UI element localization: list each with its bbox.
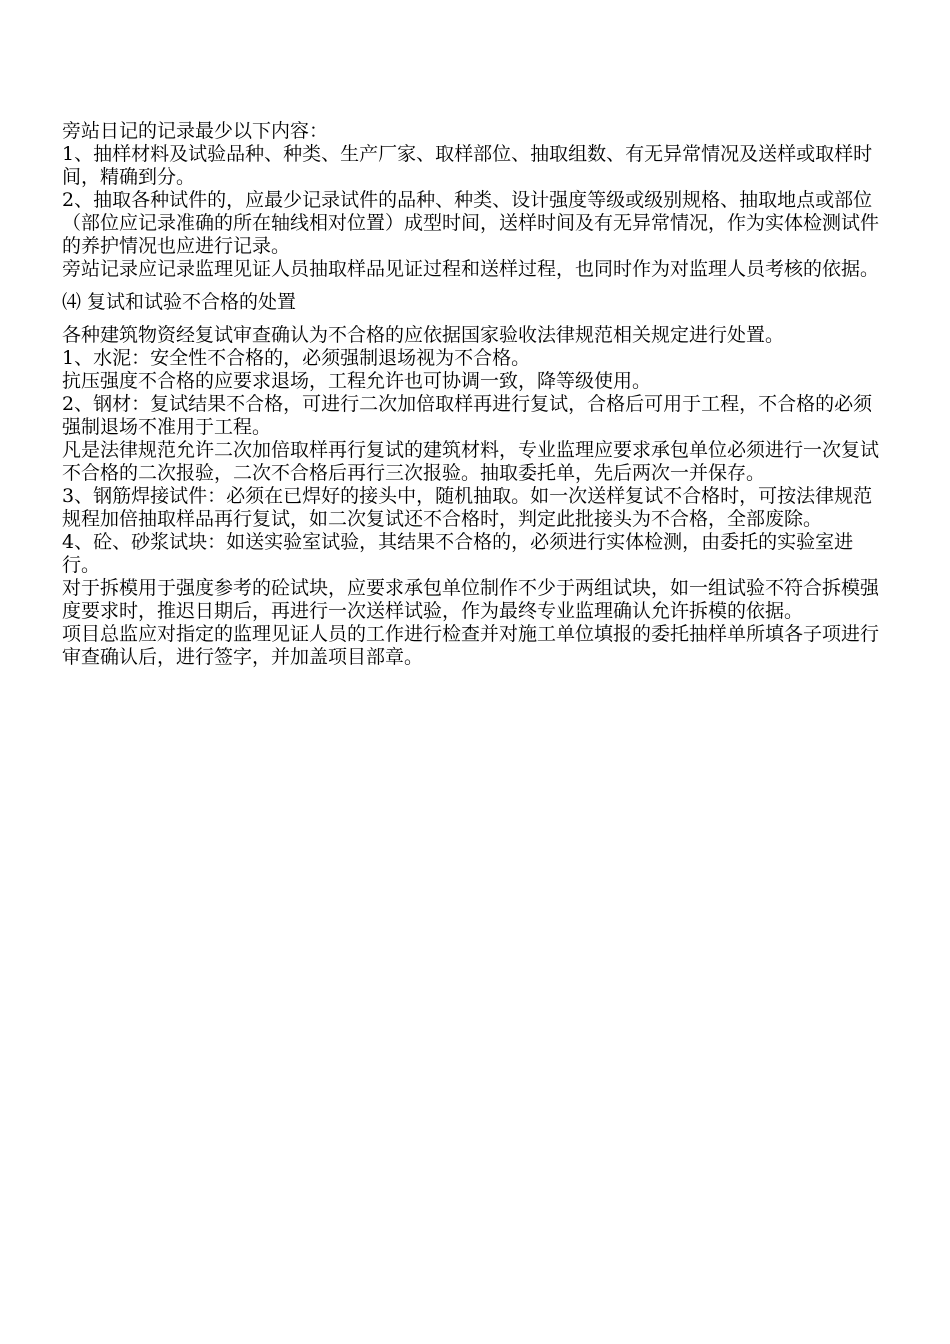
- paragraph-double-sampling: 凡是法律规范允许二次加倍取样再行复试的建筑材料，专业监理应要求承包单位必须进行一次复试不合格的二次报验，二次不合格后再行三次报验。抽取委托单，先后两次一并保存。: [62, 439, 880, 484]
- paragraph-chief-supervisor: 项目总监应对指定的监理见证人员的工作进行检查并对施工单位填报的委托抽样单所填各子项进行审查确认后，进行签字，并加盖项目部章。: [62, 623, 880, 668]
- paragraph-formwork-removal: 对于拆模用于强度参考的砼试块，应要求承包单位制作不少于两组试块，如一组试验不符合拆模强度要求时，推迟日期后，再进行一次送样试验，作为最终专业监理确认允许拆模的依据。: [62, 577, 880, 622]
- paragraph-steel: 2、钢材：复试结果不合格，可进行二次加倍取样再进行复试，合格后可用于工程，不合格的必须强制退场不准用于工程。: [62, 393, 873, 438]
- section-heading: ⑷ 复试和试验不合格的处置: [62, 291, 297, 313]
- paragraph-sampling-materials: 1、抽样材料及试验品种、种类、生产厂家、取样部位、抽取组数、有无异常情况及送样或取样时间，精确到分。: [62, 143, 873, 188]
- paragraph-rebar-welding: 3、钢筋焊接试件：必须在已焊好的接头中，随机抽取。如一次送样复试不合格时，可按法律规范规程加倍抽取样品再行复试，如二次复试还不合格时，判定此批接头为不合格，全部废除。: [62, 485, 873, 530]
- paragraph-cement: 1、水泥：安全性不合格的，必须强制退场视为不合格。: [62, 347, 531, 369]
- paragraph-witness-record: 旁站记录应记录监理见证人员抽取样品见证过程和送样过程，也同时作为对监理人员考核的依据。: [62, 258, 880, 280]
- paragraph-test-pieces: 2、抽取各种试件的，应最少记录试件的品种、种类、设计强度等级或级别规格、抽取地点或部位（部位应记录准确的所在轴线相对位置）成型时间，送样时间及有无异常情况，作为实体检测试件的养护情况也应进行记录。: [62, 189, 880, 257]
- intro-line: 旁站日记的记录最少以下内容：: [62, 120, 329, 142]
- paragraph-disposal-general: 各种建筑物资经复试审查确认为不合格的应依据国家验收法律规范相关规定进行处置。: [62, 324, 785, 346]
- paragraph-compressive-strength: 抗压强度不合格的应要求退场，工程允许也可协调一致，降等级使用。: [62, 370, 652, 392]
- paragraph-concrete-mortar: 4、砼、砂浆试块：如送实验室试验，其结果不合格的，必须进行实体检测，由委托的实验室进行。: [62, 531, 854, 576]
- document-body: [62, 120, 888, 669]
